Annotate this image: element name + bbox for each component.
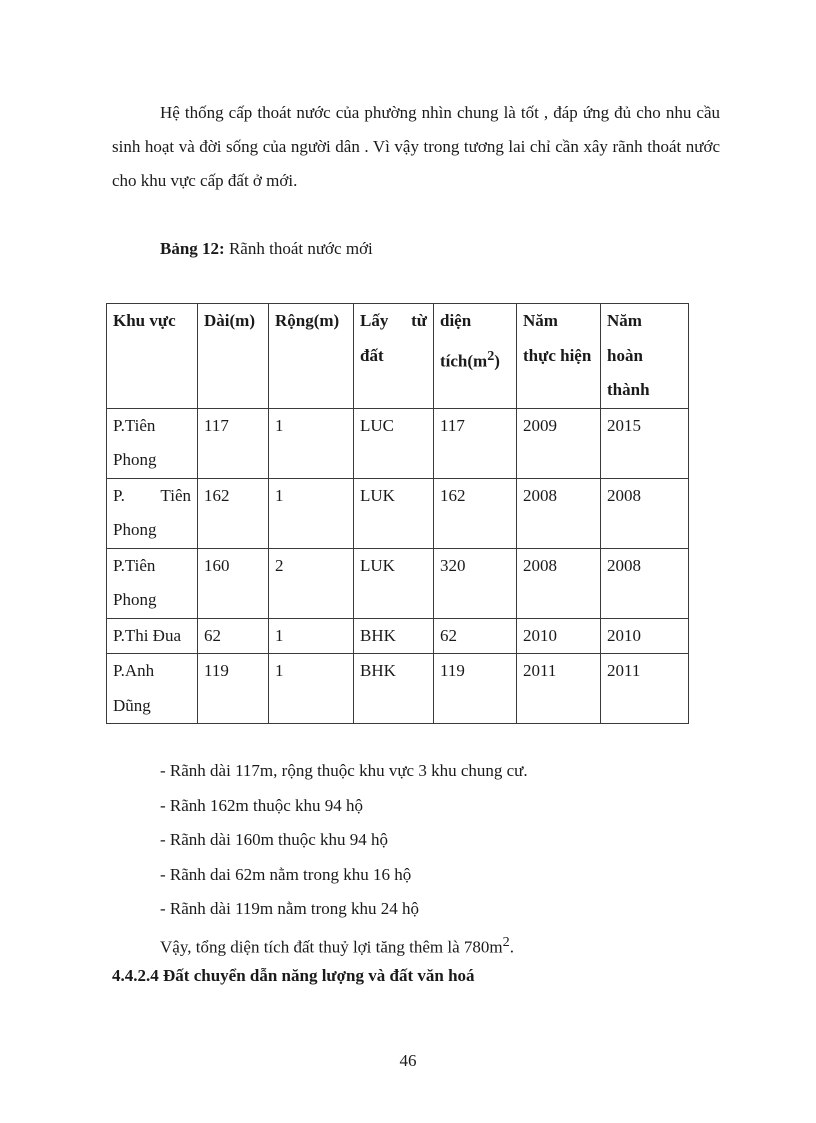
total-sup: 2: [502, 934, 510, 950]
cell-year-start: 2008: [517, 548, 601, 618]
cell-year-start: 2008: [517, 478, 601, 548]
section-heading: 4.4.2.4 Đất chuyển dẫn năng lượng và đất văn hoá: [112, 966, 475, 985]
list-item: - Rãnh dài 160m thuộc khu 94 hộ: [160, 830, 389, 849]
table-header-row: [107, 304, 689, 409]
cell-length: 119: [198, 654, 269, 724]
cell-land: LUK: [354, 548, 434, 618]
cell-land: BHK: [354, 654, 434, 724]
header-length: Dài(m): [198, 304, 269, 409]
table-row: [107, 548, 689, 618]
header-area-size-close: ): [494, 351, 500, 371]
header-area-size-sup: 2: [487, 347, 495, 364]
table-row: [107, 408, 689, 478]
cell-area: P.Tiên Phong: [107, 408, 198, 478]
page-number: 46: [399, 1051, 417, 1070]
intro-text: Hệ thống cấp thoát nước của phường nhìn chung là tốt , đáp ứng đủ cho nhu cầu sinh hoạt và đời sống của người dân . Vì vậy trong tương lai chỉ cần xây rãnh thoát nước cho khu vực cấp đất ở mới.: [112, 103, 720, 190]
table-caption: [160, 232, 373, 266]
cell-size: 62: [434, 618, 517, 654]
table-caption-label: Bảng 12:: [160, 239, 225, 258]
notes-list: [160, 754, 528, 927]
cell-length: 160: [198, 548, 269, 618]
cell-land: LUC: [354, 408, 434, 478]
cell-width: 1: [269, 654, 354, 724]
table-row: [107, 654, 689, 724]
table-caption-title: Rãnh thoát nước mới: [224, 239, 373, 258]
cell-size: 117: [434, 408, 517, 478]
intro-paragraph: [112, 96, 720, 198]
cell-land: BHK: [354, 618, 434, 654]
cell-length: 162: [198, 478, 269, 548]
header-area-size: [434, 304, 517, 409]
cell-length: 117: [198, 408, 269, 478]
cell-area: P.Tiên Phong: [107, 548, 198, 618]
cell-size: 320: [434, 548, 517, 618]
cell-length: 62: [198, 618, 269, 654]
cell-area: P. Tiên Phong: [107, 478, 198, 548]
list-item: - Rãnh dài 117m, rộng thuộc khu vực 3 khu chung cư.: [160, 761, 528, 780]
list-item: - Rãnh 162m thuộc khu 94 hộ: [160, 795, 364, 815]
cell-width: 1: [269, 408, 354, 478]
cell-size: 119: [434, 654, 517, 724]
cell-year-done: 2008: [601, 548, 689, 618]
header-year-start: Năm thực hiện: [517, 304, 601, 409]
cell-year-start: 2010: [517, 618, 601, 654]
cell-year-done: 2015: [601, 408, 689, 478]
header-area-size-text: diện tích(m: [440, 311, 488, 371]
header-width: Rộng(m): [269, 304, 354, 409]
header-area: Khu vực: [107, 304, 198, 409]
table-row: [107, 618, 689, 654]
list-item: - Rãnh dai 62m nằm trong khu 16 hộ: [160, 864, 412, 884]
cell-year-start: 2009: [517, 408, 601, 478]
cell-width: 1: [269, 478, 354, 548]
total-end: .: [509, 937, 514, 957]
cell-area: P.Anh Dũng: [107, 654, 198, 724]
cell-year-done: 2008: [601, 478, 689, 548]
cell-land: LUK: [354, 478, 434, 548]
cell-size: 162: [434, 478, 517, 548]
drainage-table: [106, 303, 689, 724]
table-row: [107, 478, 689, 548]
header-taken-from: Lấy từ đất: [354, 304, 434, 409]
cell-width: 2: [269, 548, 354, 618]
list-item: - Rãnh dài 119m nằm trong khu 24 hộ: [160, 899, 420, 918]
cell-width: 1: [269, 618, 354, 654]
header-year-done: Năm hoàn thành: [601, 304, 689, 409]
cell-year-start: 2011: [517, 654, 601, 724]
cell-year-done: 2011: [601, 654, 689, 724]
cell-area: P.Thi Đua: [107, 618, 198, 654]
total-text: Vậy, tổng diện tích đất thuỷ lợi tăng thêm là 780m: [160, 937, 503, 957]
cell-year-done: 2010: [601, 618, 689, 654]
